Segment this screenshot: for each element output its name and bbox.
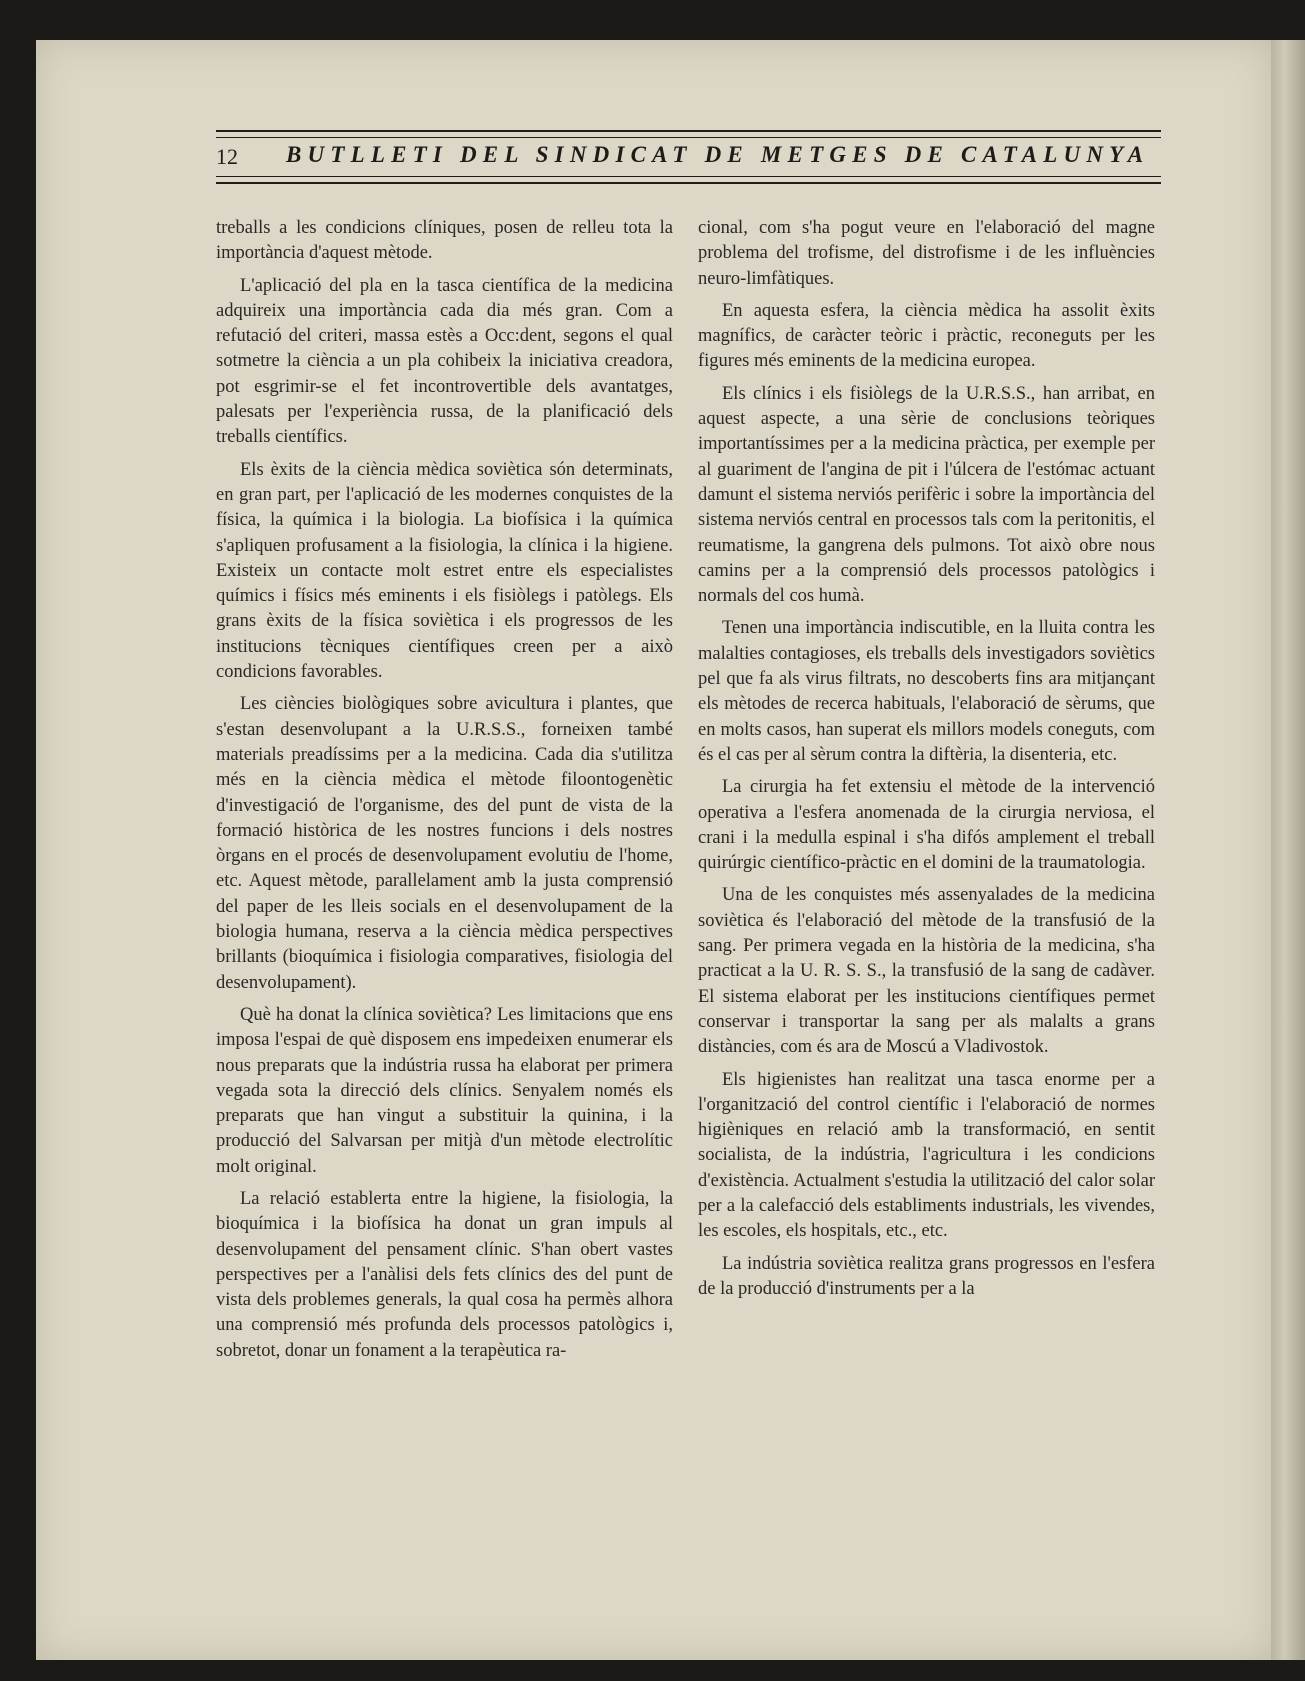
- paragraph: Una de les conquistes més assenyalades de la medicina soviètica és l'elaboració del mètode de la transfusió de la sang. Per primera vegada en la història de la medicina, s'ha practicat a la U. R. S. S., la transfusió de la sang de cadàver. El sistema elaborat per les institucions científiques permet conservar i transportar la sang per als malalts a grans distàncies, com és ara de Moscú a Vladivostok.: [698, 885, 1155, 1058]
- page-number: 12: [216, 144, 238, 169]
- page-header: [216, 130, 1161, 186]
- paragraph: Les ciències biològiques sobre avicultura i plantes, que s'estan desenvolupant a la U.R.S.S., forneixen també materials preadíssims per a la medicina. Cada dia s'utilitza més en la ciència mèdica el mètode filoontogenètic d'investigació de l'organisme, des del punt de vista de la formació històrica de les nostres funcions i dels nostres òrgans en el procés de desenvolupament evolutiu de l'home, etc. Aquest mètode, parallelament amb la justa comprensió del paper de les lleis socials en el desenvolupament de la biologia humana, reserva a la ciència mèdica perspectives brillants (bioquímica i fisiologia comparatives, fisiologia del desenvolupament).: [216, 694, 673, 993]
- paragraph: Tenen una importància indiscutible, en la lluita contra les malalties contagioses, els treballs dels investigadors soviètics pel que fa als virus filtrats, no descoberts fins ara mitjançant els mètodes de recerca habituals, l'elaboració de sèrums, que en molts casos, han superat els millors models coneguts, com és el cas per al sèrum contra la diftèria, la disenteria, etc.: [698, 618, 1155, 765]
- paragraph: Què ha donat la clínica soviètica? Les limitacions que ens imposa l'espai de què disposem ens impedeixen enumerar els nous preparats que la indústria russa ha elaborat per primera vegada sota la direcció dels clínics. Senyalem només els preparats que han vingut a substituir la quinina, i la producció del Salvarsan per mitjà d'un mètode electrolític molt original.: [216, 1004, 673, 1177]
- adjacent-page-edge: [1271, 40, 1305, 1660]
- paragraph: treballs a les condicions clíniques, posen de relleu tota la importància d'aquest mètode.: [216, 218, 673, 264]
- paragraph: La indústria soviètica realitza grans progressos en l'esfera de la producció d'instruments per a la: [698, 1253, 1155, 1299]
- header-rule-top: [216, 130, 1161, 138]
- paragraph: Els higienistes han realitzat una tasca enorme per a l'organització del control científic i l'elaboració de normes higièniques en relació amb la transformació, en sentit socialista, de la indústria, l'agricultura i les condicions d'existència. Actualment s'estudia la utilització del calor solar per a la calefacció dels establiments industrials, les vivendes, les escoles, els hospitals, etc., etc.: [698, 1069, 1155, 1242]
- right-column: [698, 216, 1155, 1309]
- left-column: [216, 216, 673, 1371]
- paragraph: En aquesta esfera, la ciència mèdica ha assolit èxits magnífics, de caràcter teòric i pràctic, reconeguts per les figures més eminents de la medicina europea.: [698, 300, 1155, 372]
- paragraph: La relació establerta entre la higiene, la fisiologia, la bioquímica i la biofísica ha donat un gran impuls al desenvolupament del pensament clínic. S'han obert vastes perspectives per a l'anàlisi dels fets clínics des del punt de vista dels problemes generals, la qual cosa ha permès alhora una comprensió més profunda dels processos patològics i, sobretot, donar un fonament a la terapèutica ra-: [216, 1188, 673, 1361]
- paragraph: L'aplicació del pla en la tasca científica de la medicina adquireix una importància cada dia més gran. Com a refutació del criteri, massa estès a Occ:dent, segons el qual sotmetre la ciència a un pla cohibeix la iniciativa creadora, pot esgrimir-se el fet incontrovertible dels avantatges, palesats per l'experiència russa, de la planificació dels treballs científics.: [216, 275, 673, 448]
- paragraph: Els clínics i els fisiòlegs de la U.R.S.S., han arribat, en aquest aspecte, a una sèrie de conclusions teòriques importantíssimes per a la medicina pràctica, per exemple per al guariment de l'angina de pit i l'úlcera de l'estómac actuant damunt el sistema nerviós perifèric i sobre la importància del sistema nerviós central en processos tals com la peritonitis, el reumatisme, la gangrena dels pulmons. Tot això obre nous camins per a la comprensió dels processos patològics i normals del cos humà.: [698, 383, 1155, 607]
- paragraph: cional, com s'ha pogut veure en l'elaboració del magne problema del trofisme, del distrofisme i de les influències neuro-limfàtiques.: [698, 218, 1155, 289]
- paragraph: La cirurgia ha fet extensiu el mètode de la intervenció operativa a l'esfera anomenada de la cirurgia nerviosa, el crani i la medulla espinal i s'ha difós amplement el treball quirúrgic científico-pràctic en el domini de la traumatologia.: [698, 777, 1155, 874]
- paragraph: Els èxits de la ciència mèdica soviètica són determinats, en gran part, per l'aplicació de les modernes conquistes de la física, la química i la biologia. La biofísica i la química s'apliquen profusament a la fisiologia, la clínica i la higiene. Existeix un contacte molt estret entre els especialistes químics i físics més eminents i els fisiòlegs i patòlegs. Els grans èxits de la física soviètica i els progressos de les institucions tècniques científiques creen per a això condicions favorables.: [216, 459, 673, 683]
- header-rule-bottom: [216, 176, 1161, 184]
- running-title: BUTLLETI DEL SINDICAT DE METGES DE CATALUNYA: [286, 142, 1150, 167]
